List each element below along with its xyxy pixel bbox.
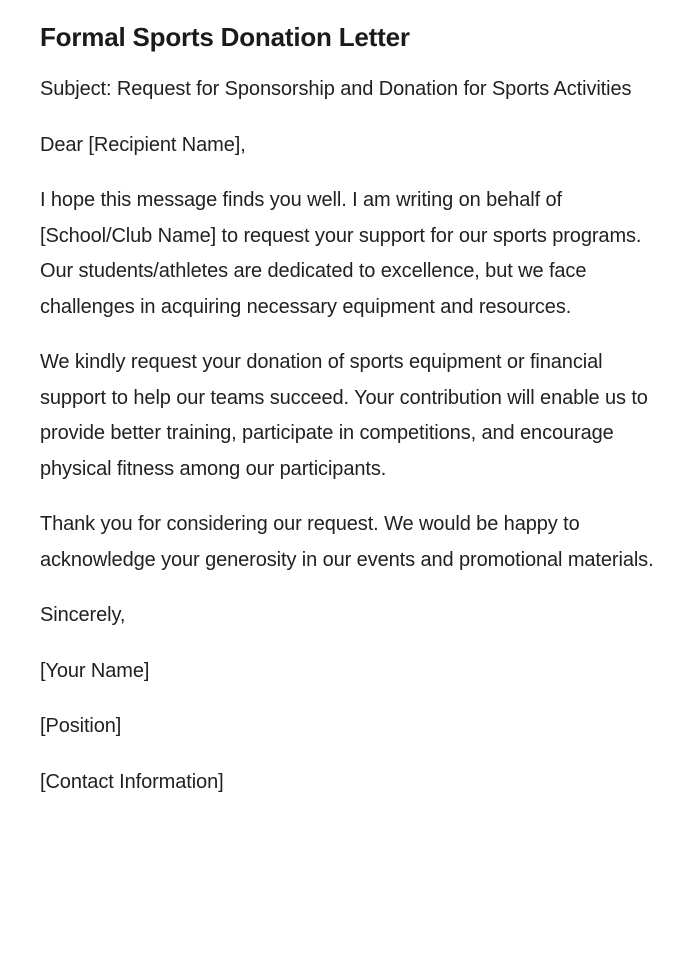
body-paragraph: Thank you for considering our request. We would be happy to acknowledge your generosity in our events and promotional materials. — [40, 513, 654, 571]
closing: Sincerely, — [40, 604, 126, 626]
salutation: Dear [Recipient Name], — [40, 133, 246, 156]
body-paragraph: I hope this message finds you well. I am writing on behalf of [School/Club Name] to request your support for our sports programs. Our students/athletes are dedicated to excellence, but we face challenges in acquiring necessary equipment and resources. — [40, 189, 642, 318]
letter-document — [40, 22, 660, 800]
body-paragraph: We kindly request your donation of sports equipment or financial support to help our teams succeed. Your contribution will enable us to provide better training, participate in competitions, and encourage physical fitness among our participants. — [40, 351, 648, 480]
subject-line: Subject: Request for Sponsorship and Donation for Sports Activities — [40, 78, 632, 100]
page-title: Formal Sports Donation Letter — [40, 22, 410, 52]
signature-line: [Contact Information] — [40, 770, 224, 793]
signature-line: [Position] — [40, 715, 122, 737]
signature-line: [Your Name] — [40, 659, 150, 682]
